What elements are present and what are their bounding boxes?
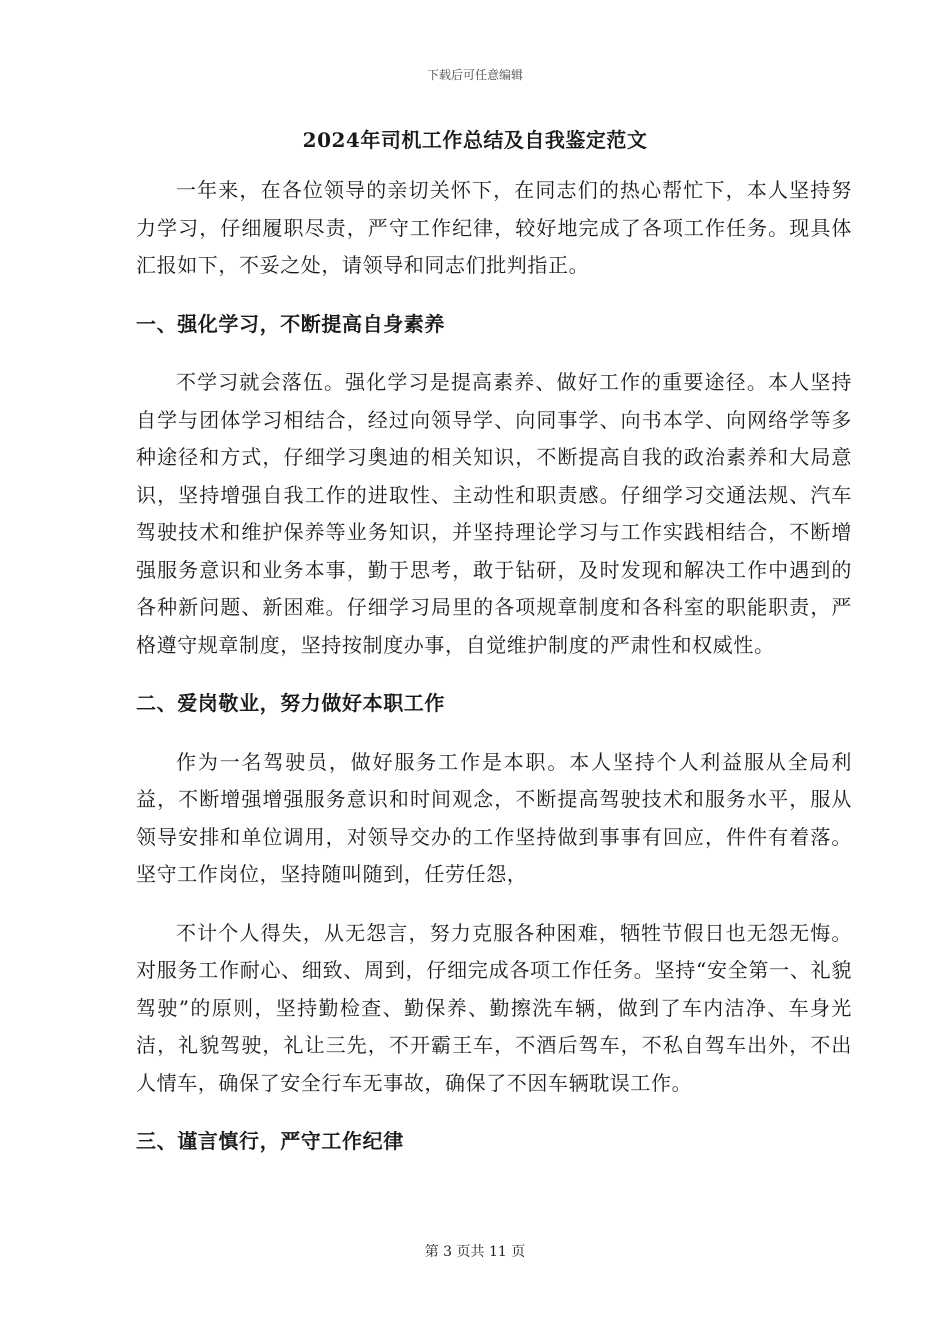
- document-title: 2024年司机工作总结及自我鉴定范文: [302, 128, 648, 152]
- document-body: [136, 172, 852, 1161]
- intro-paragraph: 一年来，在各位领导的亲切关怀下，在同志们的热心帮忙下，本人坚持努力学习，仔细履职尽责，严守工作纪律，较好地完成了各项工作任务。现具体汇报如下，不妥之处，请领导和同志们批判指正。: [136, 178, 852, 277]
- section-2-paragraph-2: 不计个人得失，从无怨言，努力克服各种困难，牺牲节假日也无怨无悔。对服务工作耐心、细致、周到，仔细完成各项工作任务。坚持“安全第一、礼貌驾驶”的原则，坚持勤检查、勤保养、勤擦洗车辆，做到了车内洁净、车身光洁，礼貌驾驶，礼让三先，不开霸王车，不酒后驾车，不私自驾车出外，不出人情车，确保了安全行车无事故，确保了不因车辆耽误工作。: [136, 920, 852, 1095]
- section-heading-2: 二、爱岗敬业，努力做好本职工作: [136, 691, 445, 715]
- header-note: 下载后可任意编辑: [426, 68, 523, 82]
- page-number-footer: 第 3 页共 11 页: [424, 1244, 526, 1260]
- section-2-paragraph-1: 作为一名驾驶员，做好服务工作是本职。本人坚持个人利益服从全局利益，不断增强增强服务意识和时间观念，不断提高驾驶技术和服务水平，服从领导安排和单位调用，对领导交办的工作坚持做到事事有回应，件件有着落。坚守工作岗位，坚持随叫随到，任劳任怨，: [136, 749, 852, 886]
- section-heading-1: 一、强化学习，不断提高自身素养: [136, 311, 445, 336]
- section-heading-3: 三、谨言慎行，严守工作纪律: [136, 1129, 404, 1153]
- section-1-paragraph-1: 不学习就会落伍。强化学习是提高素养、做好工作的重要途径。本人坚持自学与团体学习相结合，经过向领导学、向同事学、向书本学、向网络学等多种途径和方式，仔细学习奥迪的相关知识，不断提高自我的政治素养和大局意识，坚持增强自我工作的进取性、主动性和职责感。仔细学习交通法规、汽车驾驶技术和维护保养等业务知识，并坚持理论学习与工作实践相结合，不断增强服务意识和业务本事，勤于思考，敢于钻研，及时发现和解决工作中遇到的各种新问题、新困难。仔细学习局里的各项规章制度和各科室的职能职责，严格遵守规章制度，坚持按制度办事，自觉维护制度的严肃性和权威性。: [136, 370, 852, 657]
